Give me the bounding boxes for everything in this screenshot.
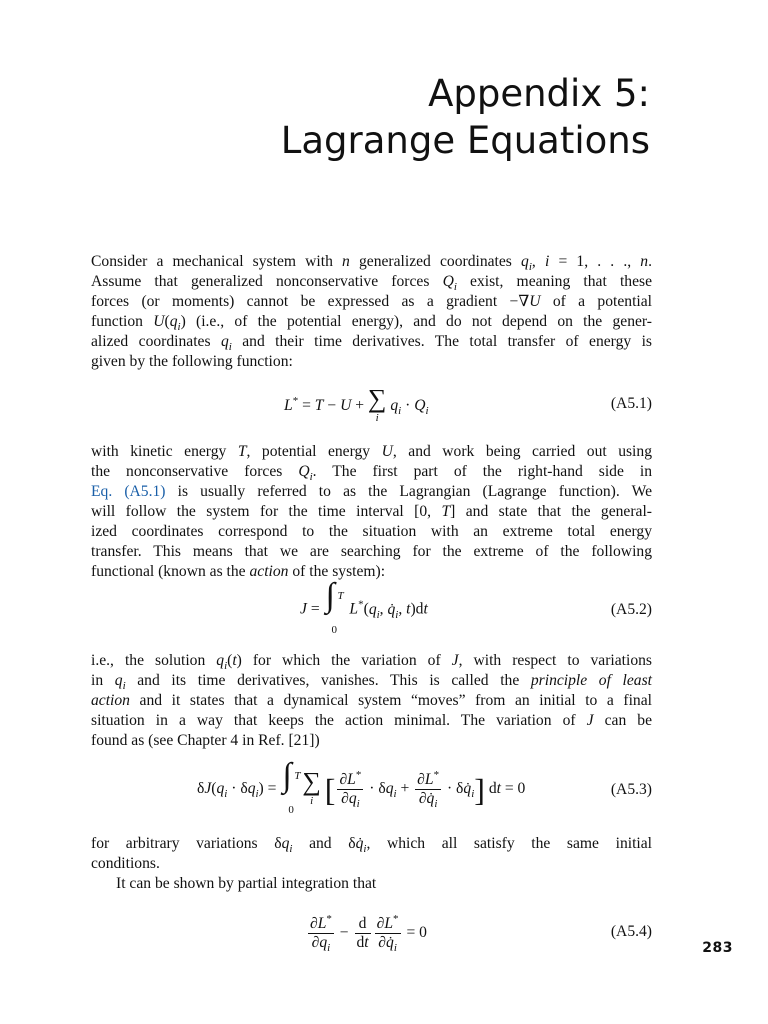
- equation-number: (A5.4): [610, 923, 652, 940]
- equation-number: (A5.3): [610, 781, 652, 798]
- text-line: functional (known as the action of the system):: [91, 563, 386, 580]
- text-line: situation in a way that keeps the action minimal. The variation of J can be: [91, 712, 653, 729]
- paragraph-2: [91, 442, 652, 582]
- text-line: forces (or moments) cannot be expressed as a gradient −∇U of a potential: [91, 293, 652, 310]
- text-line: found as (see Chapter 4 in Ref. [21]): [91, 732, 320, 749]
- text-line: action and it states that a dynamical system “moves” from an initial to a final: [91, 692, 652, 709]
- paragraph-3: [91, 651, 652, 751]
- text-line: transfer. This means that we are searching for the extreme of the following: [91, 543, 652, 560]
- paragraph-4: [91, 834, 652, 874]
- paragraph-1: [91, 252, 652, 372]
- text-line: conditions.: [91, 855, 160, 872]
- text-line: the nonconservative forces $Q_i$. The first part of the right-hand side in: [91, 463, 653, 484]
- text-line: ized coordinates correspond to the situation with an extreme total energy: [91, 523, 652, 540]
- equation-number: (A5.1): [610, 395, 652, 412]
- text-line: alized coordinates $q_i$ and their time derivatives. The total transfer of energy is: [91, 333, 652, 354]
- equation-a5-2: J = ∫ T 0 $L^*(q_i$, $q̇_i$, t)dt: [300, 577, 428, 636]
- text-line: Eq. (A5.1) is usually referred to as the Lagrangian (Lagrange function). We: [91, 483, 652, 500]
- title-line-2: Lagrange Equations: [280, 119, 650, 162]
- text-line: will follow the system for the time interval [0, T] and state that the general-: [91, 503, 652, 520]
- chapter-title: [281, 70, 650, 164]
- equation-a5-1: L* = T − U + ∑ i $q_i \cdot Q_i$: [284, 384, 429, 424]
- equation-reference-link[interactable]: Eq. (A5.1): [91, 483, 166, 500]
- text-line: function $U(q_i)$ (i.e., of the potential energy), and do not depend on the gener-: [91, 313, 652, 334]
- equation-a5-3: $\delta J(q_i \cdot \delta q_i)$ = ∫ T 0 ∑ i [ $\frac{\partial L^*}{\partial q_i}$ · $\delta q_i$ + $\frac{\partial L^*}{\partial q̇_i}$ · $\delta q̇_i$] dt = 0: [197, 756, 526, 816]
- text-line: It can be shown by partial integration that: [116, 875, 377, 892]
- page-number: 283: [702, 940, 733, 956]
- text-line: for arbitrary variations $\delta q_i$ and $\delta q̇_i$, which all satisfy the same initial: [91, 835, 652, 856]
- text-line: given by the following function:: [91, 353, 293, 370]
- text-line: Assume that generalized nonconservative forces $Q_i$ exist, meaning that these: [91, 273, 652, 294]
- text-line: in $q_i$ and its time derivatives, vanishes. This is called the principle of least: [91, 672, 653, 693]
- paragraph-5: [116, 874, 652, 894]
- equation-a5-4: $\frac{\partial L^*}{\partial q_i}$ − $\frac{d}{dt}$ $\frac{\partial L^*}{\partial q̇_i}$ = 0: [306, 910, 427, 957]
- equation-number: (A5.2): [610, 601, 652, 618]
- text-line: Consider a mechanical system with n generalized coordinates $q_i$, i = 1, . . ., n.: [91, 253, 652, 274]
- text-line: i.e., the solution $q_i(t)$ for which the variation of J, with respect to variations: [91, 652, 652, 673]
- text-line: with kinetic energy T, potential energy U, and work being carried out using: [91, 443, 652, 460]
- title-line-1: Appendix 5:: [428, 72, 650, 115]
